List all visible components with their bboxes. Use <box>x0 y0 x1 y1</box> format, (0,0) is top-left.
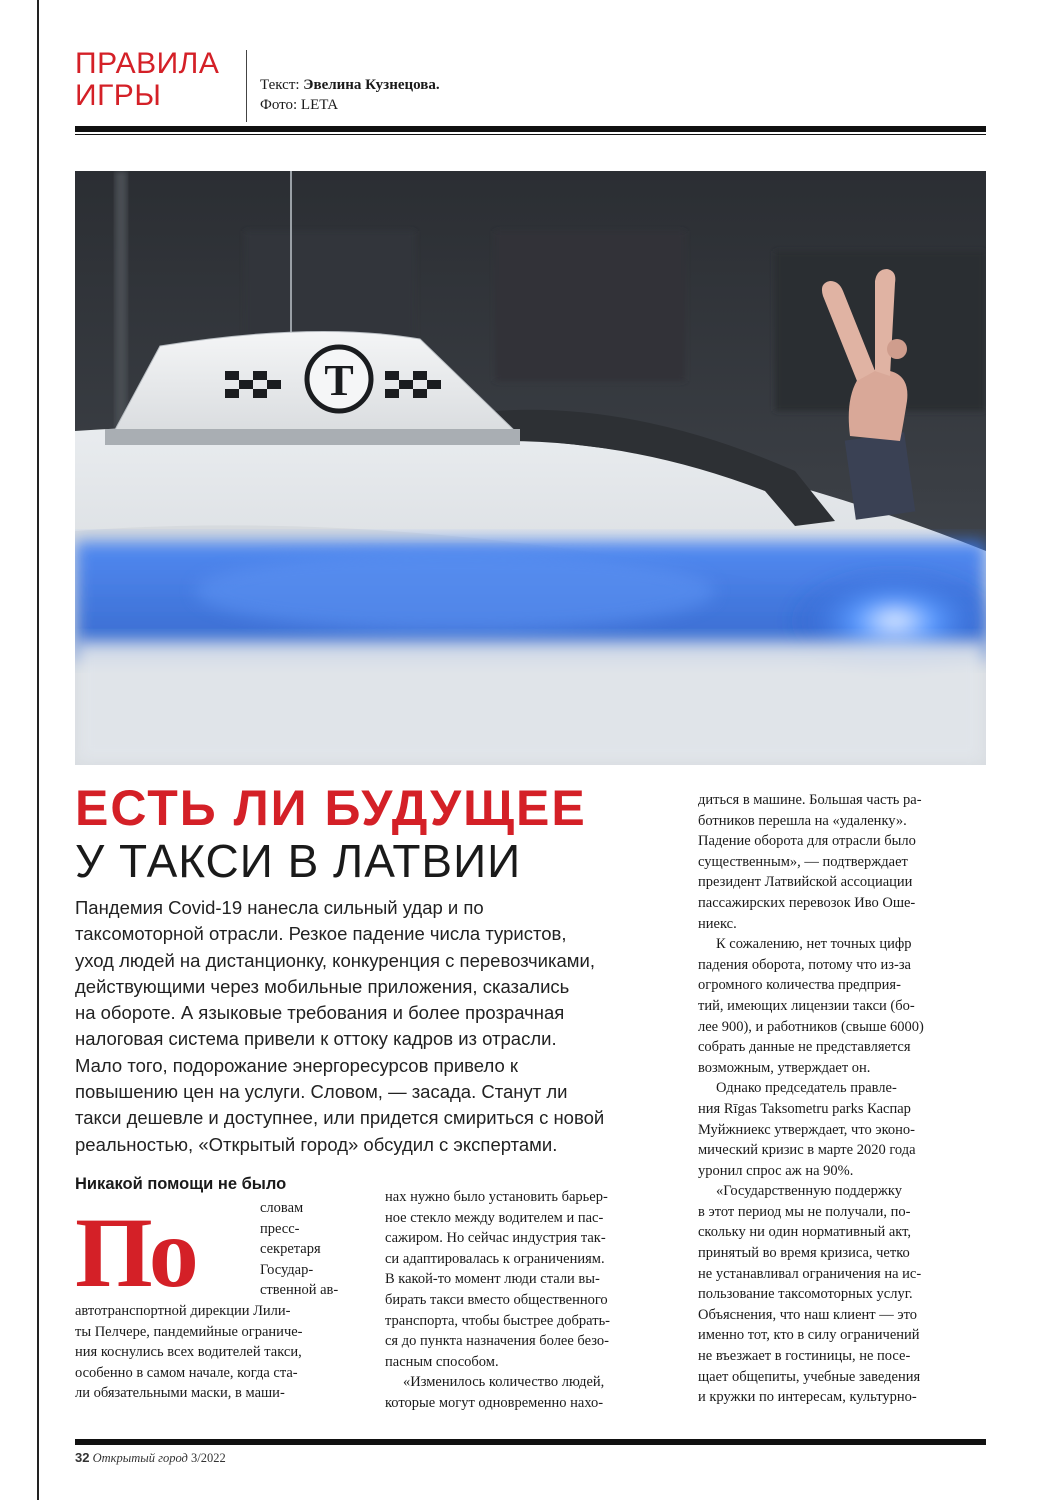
text-line: которые могут одновременно нахо- <box>385 1394 604 1411</box>
author-name: Эвелина Кузнецова. <box>303 77 440 93</box>
header-separator <box>246 50 247 122</box>
text-line: щает общепиты, учебные заведения <box>698 1368 921 1385</box>
text-line: уронил спрос аж на 90%. <box>698 1162 854 1179</box>
text-line: секретаря <box>260 1241 321 1258</box>
header-rule <box>75 126 986 132</box>
text-line: тий, имеющих лицензии такси (бо- <box>698 997 915 1014</box>
hero-photo <box>75 171 986 765</box>
text-line: бирать такси вместо общественного <box>385 1291 608 1308</box>
lead-line: реальностью, «Открытый город» обсудил с экспертами. <box>75 1133 558 1155</box>
text-line: «Государственную поддержку <box>716 1183 902 1200</box>
text-line: К сожалению, нет точных цифр <box>716 936 912 953</box>
text-line: огромного количества предприя- <box>698 977 901 994</box>
text-line: пресс- <box>260 1220 300 1237</box>
text-line: Однако председатель правле- <box>716 1080 897 1097</box>
text-line: скольку ни один нормативный акт, <box>698 1224 912 1241</box>
text-line: ное стекло между водителем и пас- <box>385 1209 604 1226</box>
text-line: диться в машине. Большая часть ра- <box>698 792 922 808</box>
section-label <box>75 48 219 112</box>
text-line: Муйжниекс утверждает, что эконо- <box>698 1121 915 1138</box>
issue-number: 3/2022 <box>191 1451 226 1465</box>
left-margin-rule <box>37 0 39 1500</box>
text-line: «Изменилось количество людей, <box>403 1374 605 1391</box>
lead-line: таксомоторной отрасли. Резкое падение числа туристов, <box>75 923 567 945</box>
text-line: Падение оборота для отрасли было <box>698 833 916 850</box>
text-line: автотранспортной дирекции Лили- <box>75 1302 291 1319</box>
section-label-line2: ИГРЫ <box>75 79 162 112</box>
text-line: В какой-то момент люди стали вы- <box>385 1271 600 1288</box>
text-line: падения оборота, потому что из-за <box>698 956 911 973</box>
body-column-3 <box>698 790 986 1408</box>
author-credit <box>260 75 440 95</box>
page-footer <box>75 1450 226 1466</box>
headline-line1: ЕСТЬ ЛИ БУДУЩЕЕ <box>75 780 587 836</box>
text-line: нах нужно было установить барьер- <box>385 1189 608 1205</box>
text-line: собрать данные не представляется <box>698 1039 911 1056</box>
lead-line: действующими через мобильные приложения, сказались <box>75 975 570 997</box>
text-line: ниекс. <box>698 915 737 932</box>
text-line: ственной ав- <box>260 1282 339 1299</box>
text-line: особенно в самом начале, когда ста- <box>75 1364 298 1381</box>
text-line: возможным, утверждает он. <box>698 1059 871 1076</box>
body-column-2 <box>385 1187 670 1414</box>
taxi-photo-illustration <box>75 171 986 765</box>
lead-line: налоговая система привели к оттоку кадров из отрасли. <box>75 1028 557 1050</box>
headline <box>75 780 587 886</box>
text-line: ния Rīgas Taksometru parks Каспар <box>698 1100 911 1117</box>
lead-line: на обороте. А языковые требования и более прозрачная <box>75 1002 565 1024</box>
body-column-1 <box>75 1198 365 1404</box>
text-line: президент Латвийской ассоциации <box>698 874 913 891</box>
text-line: Объяснения, что наш клиент — это <box>698 1306 917 1323</box>
section-label-line1: ПРАВИЛА <box>75 47 220 80</box>
dropcap-wrap-text <box>75 1197 365 1308</box>
credits <box>260 75 440 115</box>
text-line: ботников перешла на «удаленку». <box>698 812 907 829</box>
text-line: сажиром. Но сейчас индустрия так- <box>385 1230 606 1247</box>
text-line: не устанавливал ограничения на ис- <box>698 1265 922 1282</box>
lead-line: повышению цен на услуги. Словом, — засада. Станут ли <box>75 1081 568 1103</box>
text-line: словам <box>260 1200 304 1216</box>
text-line: пользование таксомоторных услуг. <box>698 1286 913 1303</box>
headline-line2: У ТАКСИ В ЛАТВИИ <box>75 835 522 887</box>
text-line: Государ- <box>260 1261 314 1278</box>
text-line: пассажирских перевозок Иво Оше- <box>698 894 916 911</box>
subheading: Никакой помощи не было <box>75 1175 287 1193</box>
magazine-name: Открытый город <box>92 1451 188 1465</box>
photo-credit: Фото: LETA <box>260 97 339 113</box>
text-line: и кружки по интересам, культурно- <box>698 1389 917 1406</box>
text-line: транспорта, чтобы быстрее добрать- <box>385 1312 611 1329</box>
text-line: пасным способом. <box>385 1353 499 1370</box>
text-line: ся до пункта назначения более безо- <box>385 1333 609 1350</box>
text-line: принятый во время кризиса, четко <box>698 1245 910 1262</box>
page-number: 32 <box>75 1450 90 1465</box>
header-rule-thin <box>75 134 986 135</box>
footer-rule <box>75 1439 986 1445</box>
taxi-sign-letter: Т <box>324 356 354 405</box>
text-line: ния коснулись всех водителей такси, <box>75 1344 302 1361</box>
text-line: ты Пелчере, пандемийные ограниче- <box>75 1323 303 1340</box>
lead-line: уход людей на дистанционку, конкуренция с перевозчиками, <box>75 949 595 971</box>
lead-line: Мало того, подорожание энергоресурсов привело к <box>75 1054 518 1076</box>
text-line: существенным», — подтверждает <box>698 853 908 870</box>
text-line: не въезжает в гостиницы, не посе- <box>698 1348 911 1365</box>
text-line: именно тот, кто в силу ограничений <box>698 1327 920 1344</box>
text-line: лее 900), и работников (свыше 6000) <box>698 1018 924 1035</box>
drop-cap: По <box>75 1197 195 1308</box>
text-line: мический кризис в марте 2020 года <box>698 1142 916 1159</box>
text-line: си адаптировалась к ограничениям. <box>385 1250 605 1267</box>
lead-line: такси дешевле и доступнее, или придется смириться с новой <box>75 1107 605 1129</box>
text-line: в этот период мы не получали, по- <box>698 1203 911 1220</box>
lead-line: Пандемия Covid-19 нанесла сильный удар и по <box>75 897 484 918</box>
text-line: ли обязательными маски, в маши- <box>75 1385 285 1402</box>
lead-paragraph <box>75 895 683 1158</box>
author-label: Текст: <box>260 77 304 93</box>
